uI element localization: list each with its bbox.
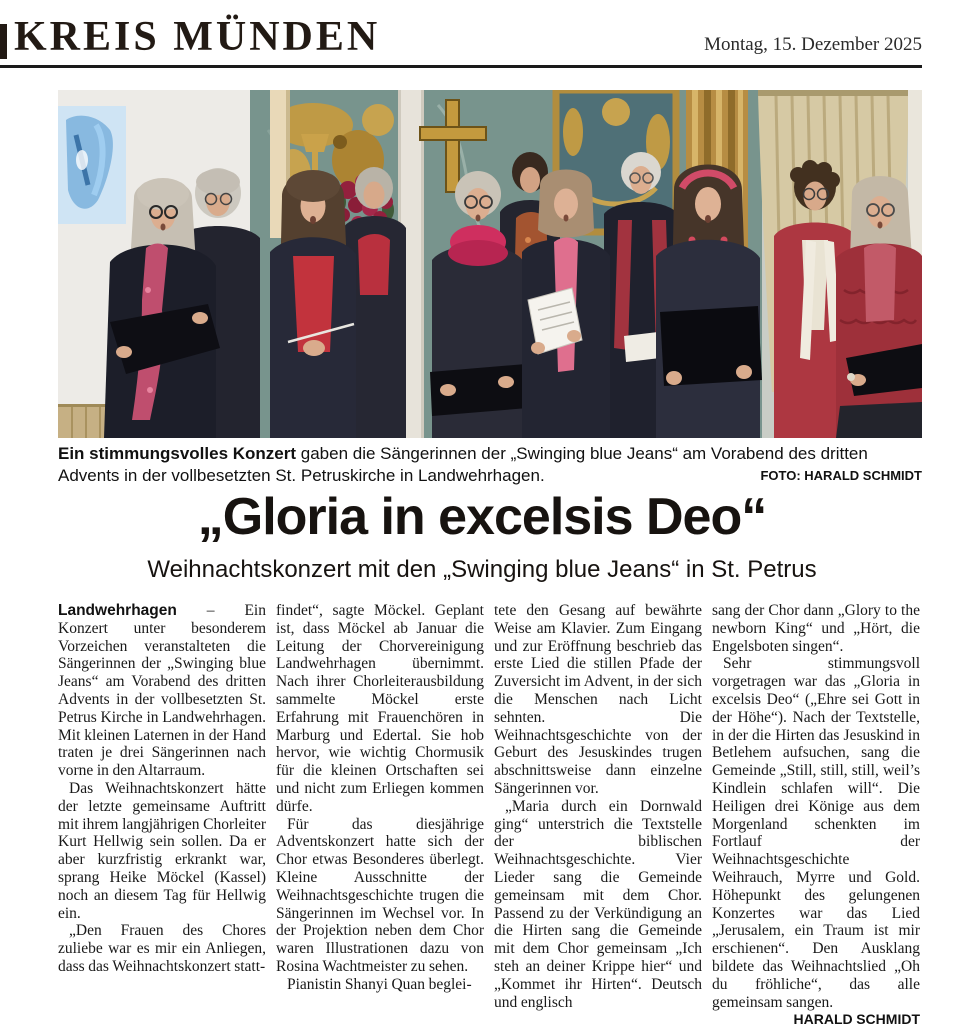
column-1 <box>58 602 266 1024</box>
column-2 <box>276 602 484 1024</box>
caption-lead: Ein stimmungsvolles Konzert <box>58 444 297 463</box>
clipped-masthead-letter <box>0 24 7 59</box>
article-photo <box>58 90 922 438</box>
paragraph <box>276 976 484 994</box>
photo-credit: FOTO: HARALD SCHMIDT <box>760 468 922 483</box>
paragraph-text: „Maria durch ein Dornwald ging“ unterstrich die Textstelle der biblischen Weihnachtsgeschichte. Vier Lieder sang die Gemeinde gemeinsam mit dem Chor. Passend zu der Verkündigung an die Hirten sang die Gemeinde mit dem Chor gemeinsam „Ich steh an deiner Krippe hier“ und „Kommet ihr Hirten“. Deutsch und englisch <box>494 797 702 1011</box>
paragraph-text: „Den Frauen des Chores zuliebe war es mir ein Anliegen, dass das Weihnachtskonzert statt- <box>58 922 266 975</box>
author-byline: HARALD SCHMIDT <box>793 1011 920 1024</box>
section-title: KREIS MÜNDEN <box>14 14 381 60</box>
photo-caption <box>58 443 922 487</box>
paragraph-text: sang der Chor dann „Glory to the newborn King“ und „Hört, die Engelsboten singen“. <box>712 602 920 655</box>
paragraph-text: Das Weihnachtskonzert hätte der letzte gemeinsame Auftritt mit ihrem langjährigen Chorleiter Kurt Hellwig sein sollen. Da er aber kurzfristig erkrankt war, sprang Heike Möckel (Kassel) noch an diesem Tag für Hellwig ein. <box>58 779 266 922</box>
paragraph-text: Pianistin Shanyi Quan beglei- <box>287 975 472 993</box>
paragraph <box>58 780 266 922</box>
article-headline: „Gloria in excelsis Deo“ <box>197 488 767 546</box>
paragraph-text: findet“, sagte Möckel. Geplant ist, dass Möckel ab Januar die Leitung der Chorvereinigung Landwehrhagen übernimmt. Nach ihrer Chorleiterausbildung sammelte Möckel erste Erfahrung mit Frauenchören in Marburg und Edertal. Sie hob hervor, wie wichtig Chormusik für die kleinen Ortschaften sei und nicht zum Erliegen kommen dürfe. <box>276 602 484 815</box>
paragraph <box>276 602 484 816</box>
article-body <box>58 602 922 1024</box>
paragraph <box>494 602 702 798</box>
singer-red-top <box>270 170 356 438</box>
column-4 <box>712 602 920 1024</box>
paragraph <box>276 816 484 976</box>
column-3 <box>494 602 702 1024</box>
paragraph-text: Sehr stimmungsvoll vorgetragen war das „Gloria in excelsis Deo“ („Ehre sei Gott in der Höhe“). Nach der Textstelle, in der die Hirten das Jesuskind in Betlehem aufsuchen, sang die Gemeinde „Still, still, still, weil’s Kindlein schlafen will“. Die Heiligen drei Könige aus dem Morgenland schenkten im Fortlauf der Weihnachtsgeschichte Weihrauch, Myrre und Gold. Höhepunkt des gelungenen Konzertes war das Lied „Jerusalem, ein Traum ist mir erschienen“. Den Ausklang bildete das Weihnachtslied „Oh du fröhliche“, das alle gemeinsam sangen. <box>712 655 920 1011</box>
paragraph-text: Für das diesjährige Adventskonzert hatte sich der Chor etwas Besonderes überlegt. Kleine Ausschnitte der Weihnachtsgeschichte trugen die Sängerinnen im Wechsel vor. In der Projektion neben dem Chor waren Illustrationen dazu von Rosina Wachtmeister zu sehen. <box>276 815 484 975</box>
paragraph <box>58 922 266 975</box>
paragraph <box>58 602 266 780</box>
page-date: Montag, 15. Dezember 2025 <box>704 34 922 55</box>
location-lead: Landwehrhagen <box>58 602 177 619</box>
header-rule <box>0 65 922 68</box>
paragraph-text: tete den Gesang auf bewährte Weise am Klavier. Zum Eingang und zur Eröffnung beschrieb das erste Lied die stillen Pfade der Zuversicht im Advent, in der sich die Menschen nach Licht sehnten. Die Weihnachtsgeschichte von der Geburt des Jesuskindes trugen abschnittsweise dann einzelne Sängerinnen vor. <box>494 602 702 797</box>
paragraph-text: – Ein Konzert unter besonderem Vorzeichen veranstalteten die Sängerinnen der „Swinging blue Jeans“ am Vorabend des dritten Advents in der vollbesetzten St. Petrus Kirche in Landwehrhagen. Mit kleinen Laternen in der Hand traten je drei Sängerinnen nach vorne in den Altarraum. <box>58 602 266 780</box>
article-subheadline: Weihnachtskonzert mit den „Swinging blue Jeans“ in St. Petrus <box>147 556 817 583</box>
choir-photo-illustration <box>58 90 922 438</box>
caption-text: gaben die Sängerinnen der „Swinging blue Jeans“ am Vorabend des dritten Advents in der vollbesetzten St. Petruskirche in Landwehrhagen. <box>58 444 868 485</box>
paragraph <box>712 602 920 655</box>
paragraph <box>712 655 920 1024</box>
paragraph <box>494 798 702 1012</box>
